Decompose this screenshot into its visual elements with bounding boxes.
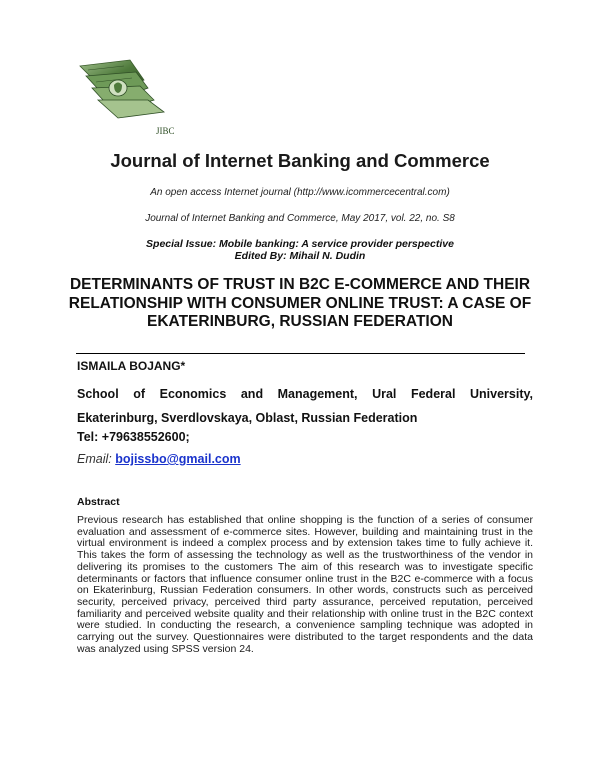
journal-title: Journal of Internet Banking and Commerce bbox=[110, 150, 490, 171]
logo-text: JIBC bbox=[156, 126, 175, 136]
article-title: DETERMINANTS OF TRUST IN B2C E-COMMERCE AND THEIR RELATIONSHIP WITH CONSUMER ONLINE TRUST: A CASE OF EKATERINBURG, RUSSIAN FEDERATION bbox=[68, 276, 532, 330]
affiliation-line-1: School of Economics and Management, Ural Federal University, bbox=[77, 387, 533, 401]
title-divider bbox=[76, 353, 525, 354]
telephone: Tel: +79638552600; bbox=[77, 430, 190, 444]
abstract-heading: Abstract bbox=[77, 496, 120, 508]
author-name: ISMAILA BOJANG* bbox=[77, 359, 186, 373]
banknote-wing-icon bbox=[78, 58, 178, 134]
jibc-logo bbox=[78, 58, 178, 134]
citation: Journal of Internet Banking and Commerce, May 2017, vol. 22, no. S8 bbox=[145, 213, 455, 224]
special-issue-block bbox=[0, 238, 600, 262]
email-label: Email: bbox=[77, 452, 112, 466]
special-issue: Special Issue: Mobile banking: A service provider perspective bbox=[146, 238, 454, 250]
affiliation bbox=[77, 382, 533, 430]
email-link[interactable]: bojissbo@gmail.com bbox=[115, 452, 241, 466]
journal-subtitle: An open access Internet journal (http://www.icommercecentral.com) bbox=[150, 187, 450, 198]
affiliation-line-2: Ekaterinburg, Sverdlovskaya, Oblast, Russian Federation bbox=[77, 411, 418, 425]
edited-by: Edited By: Mihail N. Dudin bbox=[234, 250, 366, 262]
abstract-body: Previous research has established that online shopping is the function of a series of consumer evaluation and assessment of e-commerce sites. However, building and maintaining trust in the virtual environment is indeed a complex process and by extension takes time to fully achieve it. This takes the form of assessing the technology as well as the trustworthiness of the vendor in delivering its promises to the customers The aim of this research was to investigate specific determinants or factors that influence consumer online trust in the B2C e-commerce with a focus on Ekaterinburg, Russian Federation consumers. In other words, constructs such as perceived security, perceived privacy, perceived third party assurance, perceived reputation, perceived familiarity and perceived website quality and their relationship with online trust in the B2C context were studied. In conducting the research, a convenience sampling technique was adopted in carrying out the survey. Questionnaires were distributed to the target respondents and the data was analyzed using SPSS version 24. bbox=[77, 514, 533, 655]
email-line bbox=[77, 452, 241, 466]
